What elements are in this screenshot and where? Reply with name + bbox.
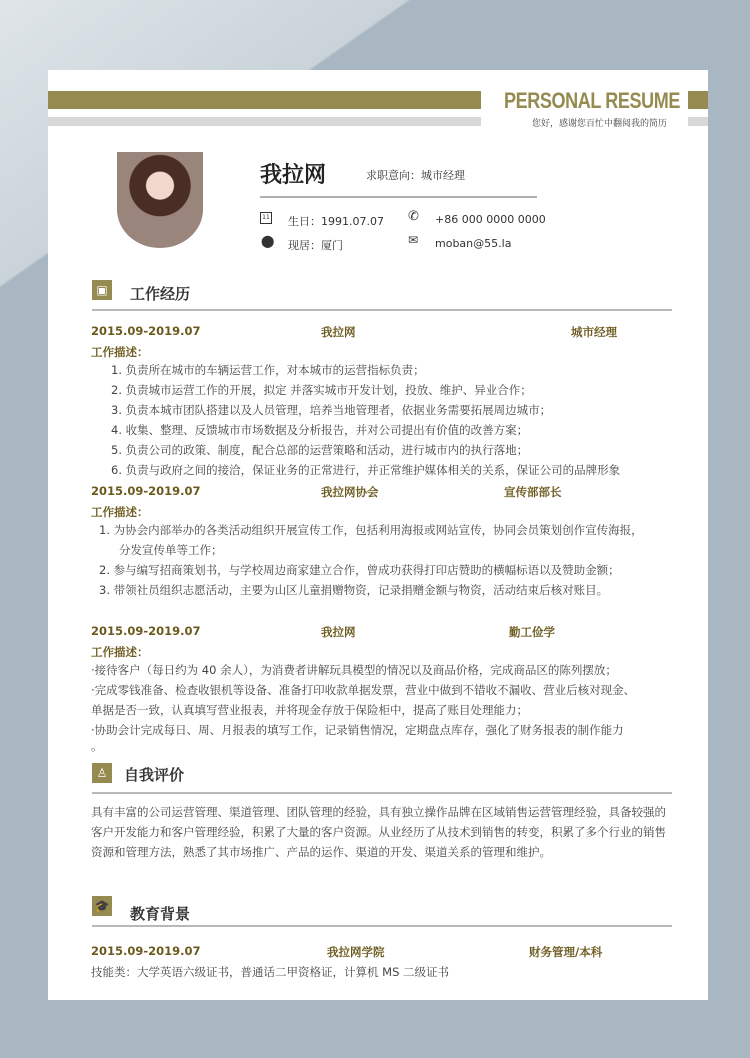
job-org: 我拉网: [321, 325, 356, 339]
job-role: 宣传部部长: [504, 485, 562, 499]
job-desc-item: 1. 负责所在城市的车辆运营工作，对本城市的运营指标负责；: [111, 363, 425, 377]
job-role: 城市经理: [571, 325, 617, 339]
job-desc-label: 工作描述：: [91, 345, 149, 359]
job-desc-item: 6. 负责与政府之间的接洽，保证业务的正常进行，并正常维护媒体相关的关系，保证公司的品牌形象: [111, 463, 621, 477]
name: 我拉网: [260, 163, 327, 188]
job-entry: [91, 624, 681, 752]
job-date: 2015.09-2019.07: [91, 324, 201, 338]
edu-major: 财务管理/本科: [529, 945, 603, 959]
job-desc-item: 分发宣传单等工作；: [119, 543, 223, 557]
header-bar: [48, 91, 481, 109]
job-desc-item: 5. 负责公司的政策、制度，配合总部的运营策略和活动，进行城市内的执行落地；: [111, 443, 529, 457]
job-desc-item: 1. 为协会内部举办的各类活动组织开展宣传工作，包括利用海报或网站宣传，协同会员策划创作宣传海报，: [99, 523, 643, 537]
resume-title: PERSONAL RESUME: [504, 88, 680, 113]
resume-subtitle: 您好，感谢您百忙中翻阅我的简历: [532, 119, 668, 129]
section-rule: [92, 925, 672, 927]
edu-date: 2015.09-2019.07: [91, 944, 201, 958]
job-desc-label: 工作描述：: [91, 645, 149, 659]
section-title-work: 工作经历: [130, 285, 191, 303]
person-icon: ♙: [92, 763, 112, 783]
mail-icon: ✉: [408, 233, 419, 247]
job-org: 我拉网协会: [321, 485, 379, 499]
job-entry: [91, 484, 681, 600]
avatar: [117, 152, 203, 248]
job-desc-item: ·协助会计完成每日、周、月报表的填写工作，记录销售情况，定期盘点库存，强化了财务报表的制作能力: [91, 723, 624, 737]
job-desc-item: 2. 负责城市运营工作的开展，拟定 并落实城市开发计划，投放、维护、异业合作；: [111, 383, 532, 397]
job-date: 2015.09-2019.07: [91, 624, 201, 638]
job-date: 2015.09-2019.07: [91, 484, 201, 498]
section-rule: [92, 792, 672, 794]
location-pin-icon: ⬤: [261, 234, 275, 248]
job-desc-item: 2. 参与编写招商策划书，与学校周边商家建立合作，曾成功获得打印店赞助的横幅标语以及赞助金额；: [99, 563, 620, 577]
job-desc-item: 。: [91, 739, 103, 753]
briefcase-icon: ▣: [92, 280, 112, 300]
job-intent: 求职意向：城市经理: [366, 169, 465, 182]
education-entry: [91, 944, 681, 964]
header-bar-gray: [48, 117, 481, 126]
job-desc-item: ·接待客户（每日约为 40 余人），为消费者讲解玩具模型的情况以及商品价格，完成商品区的陈列摆放；: [91, 663, 617, 677]
job-org: 我拉网: [321, 625, 356, 639]
birthday: 生日：1991.07.07: [288, 215, 384, 228]
edu-school: 我拉网学院: [327, 945, 385, 959]
calendar-icon: 11: [260, 212, 272, 224]
job-role: 勤工俭学: [509, 625, 555, 639]
resume-page: [48, 70, 708, 1000]
divider: [260, 196, 537, 198]
job-entry: [91, 324, 671, 480]
section-title-edu: 教育背景: [130, 905, 191, 923]
header-bar-right: [688, 91, 708, 109]
job-desc-item: 3. 带领社员组织志愿活动，主要为山区儿童捐赠物资，记录捐赠金额与物资，活动结束后核对账目。: [99, 583, 609, 597]
email: moban@55.la: [435, 237, 512, 250]
section-rule: [92, 309, 672, 311]
graduation-cap-icon: 🎓: [92, 896, 112, 916]
job-desc-item: 单据是否一致，认真填写营业报表，并将现金存放于保险柜中，提高了账目处理能力；: [91, 703, 528, 717]
job-desc-item: 3. 负责本城市团队搭建以及人员管理，培养当地管理者，依据业务需要拓展周边城市；: [111, 403, 552, 417]
phone: +86 000 0000 0000: [435, 213, 546, 226]
residence: 现居：厦门: [288, 239, 343, 252]
edu-skills: 技能类：大学英语六级证书，普通话二甲资格证，计算机 MS 二级证书: [91, 965, 450, 979]
self-evaluation: 具有丰富的公司运营管理、渠道管理、团队管理的经验，具有独立操作品牌在区域销售运营管理经验，具备较强的客户开发能力和客户管理经验，积累了大量的客户资源。从业经历了从技术到销售的转变，积累了多个行业的销售资源和管理方法，熟悉了其市场推广、产品的运作、渠道的开发、渠道关系的管理和维护。: [91, 805, 666, 859]
job-desc-item: 4. 收集、整理、反馈城市市场数据及分析报告，并对公司提出有价值的改善方案；: [111, 423, 529, 437]
job-desc-label: 工作描述：: [91, 505, 149, 519]
header-bar-right-gray: [688, 117, 708, 126]
job-desc-item: ·完成零钱准备、检查收银机等设备、准备打印收款单据发票，营业中做到不错收不漏收、营业后核对现金、: [91, 683, 636, 697]
phone-icon: ✆: [408, 209, 419, 224]
section-title-self: 自我评价: [124, 766, 185, 784]
